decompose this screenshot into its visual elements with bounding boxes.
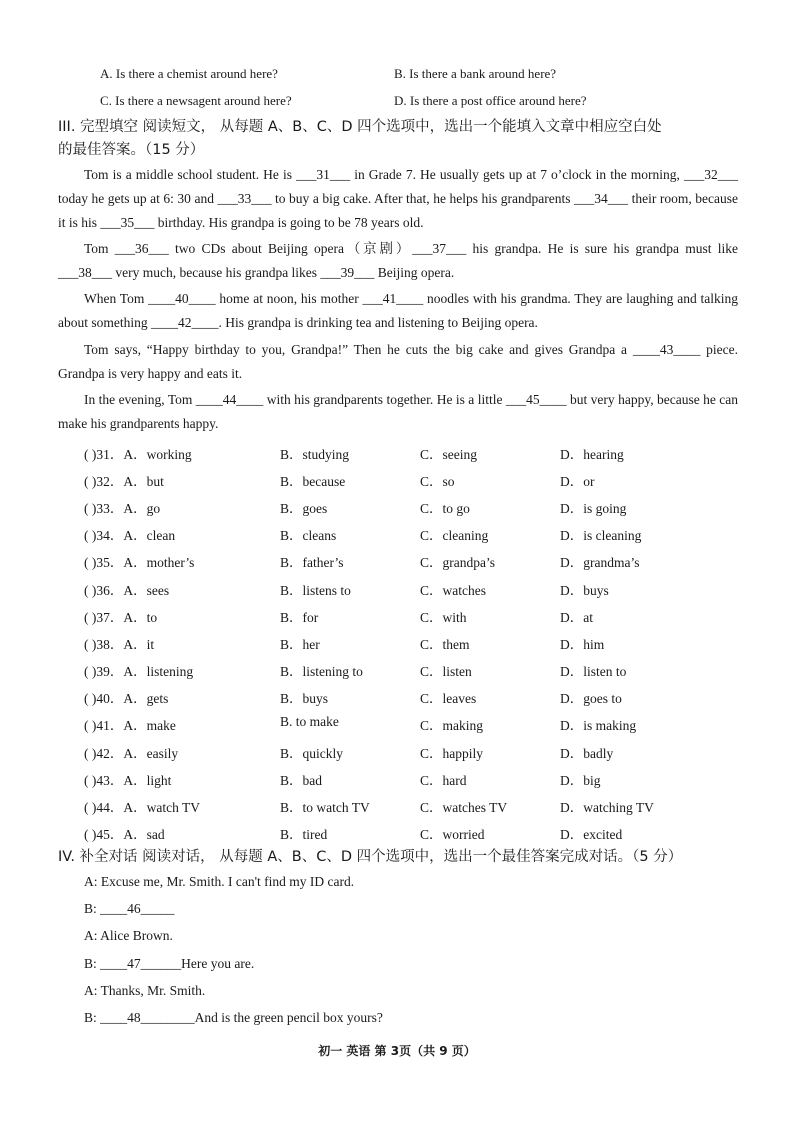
question-option-c: C．hard	[420, 773, 467, 788]
question-option-d: D．buys	[560, 583, 609, 598]
dialogue-line: A: Thanks, Mr. Smith.	[84, 983, 206, 998]
option-d: D. Is there a post office around here?	[394, 93, 587, 108]
section3-heading-line1: III. 完型填空 阅读短文， 从每题 A、B、C、D 四个选项中，选出一个能填入文章中相应空白处	[58, 119, 662, 135]
question-option-b: B．father’s	[280, 555, 344, 570]
question-option-a: ( )41．A．make	[84, 718, 176, 733]
question-option-c: C．them	[420, 637, 470, 652]
question-option-c: C．seeing	[420, 447, 477, 462]
question-option-c: C．cleaning	[420, 528, 489, 543]
option-c: C. Is there a newsagent around here?	[100, 93, 292, 108]
dialogue-line: A: Excuse me, Mr. Smith. I can't find my ID card.	[84, 874, 355, 889]
question-option-a: ( )33．A．go	[84, 501, 161, 516]
question-row	[84, 633, 704, 653]
dialogue-line: B: ____46_____	[84, 901, 175, 916]
dialogue-line: A: Alice Brown.	[84, 928, 173, 943]
question-option-c: C．happily	[420, 746, 483, 761]
question-option-a: ( )43．A．light	[84, 773, 172, 788]
question-option-c: C．so	[420, 474, 455, 489]
question-option-a: ( )45．A．sad	[84, 827, 165, 842]
question-option-c: C．watches	[420, 583, 486, 598]
question-row	[84, 497, 704, 517]
question-option-b: B．quickly	[280, 746, 343, 761]
question-option-d: D．is going	[560, 501, 627, 516]
question-option-b: B．buys	[280, 691, 329, 706]
question-option-c: C．listen	[420, 664, 472, 679]
question-option-b: B．because	[280, 474, 346, 489]
passage-paragraph: In the evening, Tom ____44____ with his grandparents together. He is a little ___45____ but very happy, because he can make his grandparents happy.	[58, 392, 738, 431]
question-row	[84, 551, 704, 571]
question-option-a: ( )44．A．watch TV	[84, 800, 200, 815]
question-option-a: ( )35．A．mother’s	[84, 555, 195, 570]
question-row	[84, 443, 704, 463]
question-option-c: C．watches TV	[420, 800, 508, 815]
question-option-c: C．making	[420, 718, 483, 733]
question-row	[84, 796, 704, 816]
question-option-c: C．grandpa’s	[420, 555, 495, 570]
dialogue-line: B: ____48________And is the green pencil box yours?	[84, 1010, 383, 1025]
question-option-c: C．worried	[420, 827, 485, 842]
question-option-d: D．big	[560, 773, 601, 788]
question-option-d: D．goes to	[560, 691, 622, 706]
question-option-c: C．leaves	[420, 691, 477, 706]
question-option-a: ( )36．A．sees	[84, 583, 170, 598]
question-option-a: ( )31．A．working	[84, 447, 192, 462]
passage-paragraph: When Tom ____40____ home at noon, his mother ___41____ noodles with his grandma. They are laughing and talking about something ____42____. His grandpa is drinking tea and listening to Beijing opera.	[58, 291, 738, 330]
question-option-a: ( )32．A．but	[84, 474, 164, 489]
question-option-d: D．hearing	[560, 447, 624, 462]
question-option-d: D．badly	[560, 746, 614, 761]
question-row	[84, 606, 704, 626]
question-option-b: B．listening to	[280, 664, 363, 679]
question-option-a: ( )40．A．gets	[84, 691, 169, 706]
question-row	[84, 579, 704, 599]
question-option-d: D．at	[560, 610, 593, 625]
question-option-d: D．is cleaning	[560, 528, 642, 543]
question-option-d: D．excited	[560, 827, 623, 842]
option-b: B. Is there a bank around here?	[394, 66, 557, 81]
question-option-d: D．watching TV	[560, 800, 654, 815]
dialogue-line: B: ____47______Here you are.	[84, 956, 255, 971]
question-row	[84, 524, 704, 544]
question-row	[84, 660, 704, 680]
passage-paragraph: Tom is a middle school student. He is ___31___ in Grade 7. He usually gets up at 7 o’clock in the morning, ___32___ today he gets up at 6: 30 and ___33___ to buy a big cake. After that, he helps his grandparents ___34___ their room, because it is his ___35___ birthday. His grandpa is going to be 78 years old.	[58, 167, 738, 230]
question-option-b: B．her	[280, 637, 320, 652]
question-option-a: ( )38．A．it	[84, 637, 155, 652]
question-option-d: D．or	[560, 474, 595, 489]
question-row	[84, 687, 704, 707]
option-a: A. Is there a chemist around here?	[100, 66, 278, 81]
question-option-a: ( )39．A．listening	[84, 664, 194, 679]
question-row	[84, 823, 704, 843]
question-row	[84, 769, 704, 789]
question-option-d: D．him	[560, 637, 605, 652]
question-option-b: B．for	[280, 610, 319, 625]
question-option-b: B．studying	[280, 447, 350, 462]
passage-paragraph: Tom says, “Happy birthday to you, Grandpa!” Then he cuts the big cake and gives Grandpa a ____43____ piece. Grandpa is very happy and eats it.	[58, 342, 738, 381]
question-option-c: C．to go	[420, 501, 470, 516]
question-row	[84, 470, 704, 490]
question-row	[84, 742, 704, 762]
question-option-b: B．tired	[280, 827, 328, 842]
question-option-d: D．is making	[560, 718, 637, 733]
question-option-c: C．with	[420, 610, 467, 625]
question-option-b: B．goes	[280, 501, 328, 516]
question-option-a: ( )34．A．clean	[84, 528, 176, 543]
question-option-b: B．listens to	[280, 583, 351, 598]
question-option-b: B．to watch TV	[280, 800, 370, 815]
question-option-a: ( )37．A．to	[84, 610, 158, 625]
question-option-b: B．cleans	[280, 528, 337, 543]
question-option-d: D．listen to	[560, 664, 627, 679]
question-option-b: B．bad	[280, 773, 322, 788]
passage-paragraph: Tom ___36___ two CDs about Beijing opera（京剧）___37___ his grandpa. He is sure his grandpa must like ___38___ very much, because his grandpa likes ___39___ Beijing opera.	[58, 241, 738, 280]
page-footer: 初一 英语 第 3页（共 9 页）	[318, 1044, 476, 1058]
section3-heading-line2: 的最佳答案。（15 分）	[58, 142, 205, 158]
section4-heading: IV. 补全对话 阅读对话， 从每题 A、B、C、D 四个选项中，选出一个最佳答案完成对话。（5 分）	[58, 849, 683, 865]
question-option-d: D．grandma’s	[560, 555, 640, 570]
question-option-a: ( )42．A．easily	[84, 746, 179, 761]
question-row	[84, 714, 704, 734]
question-option-b: B. to make	[280, 714, 339, 729]
